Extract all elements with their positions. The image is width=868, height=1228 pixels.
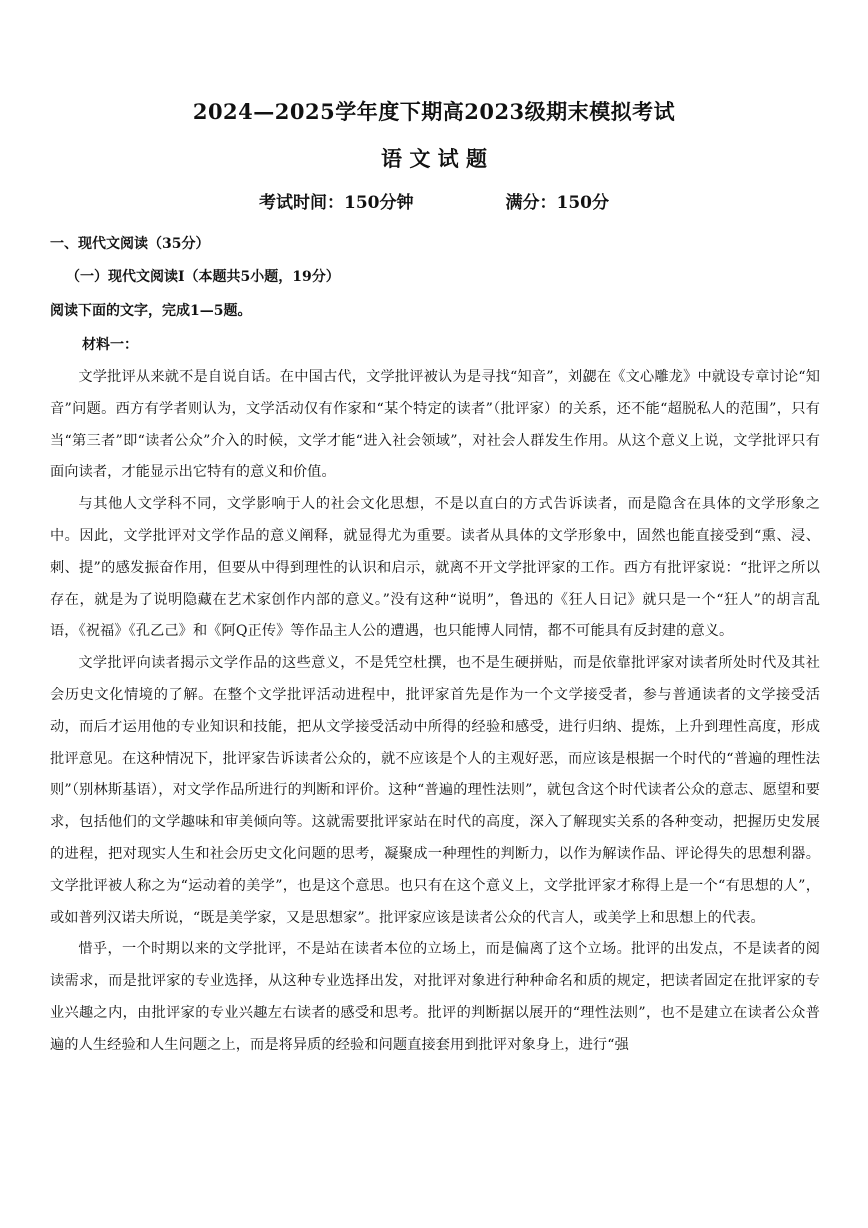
paragraph: 文学批评从来就不是自说自话。在中国古代，文学批评被认为是寻找“知音”，刘勰在《文心雕龙》中就设专章讨论“知音”问题。西方有学者则认为，文学活动仅有作家和“某个特定的读者”（批评家）的关系，还不能“超脱私人的范围”，只有当“第三者”即“读者公众”介入的时候，文学才能“进入社会领域”，对社会人群发生作用。从这个意义上说，文学批评只有面向读者，才能显示出它特有的意义和价值。 [50, 369, 820, 481]
reading-instruction: 阅读下面的文字，完成1—5题。 [50, 303, 252, 319]
material-label: 材料一： [82, 337, 138, 353]
exam-time: 考试时间：150分钟 [259, 193, 414, 213]
subsection-heading: （一）现代文阅读Ⅰ（本题共5小题，19分） [66, 269, 340, 285]
exam-title: 2024—2025学年度下期高2023级期末模拟考试 [192, 99, 676, 124]
material-body [50, 362, 820, 1062]
subject-title: 语 文 试 题 [381, 146, 487, 171]
paragraph: 惜乎，一个时期以来的文学批评，不是站在读者本位的立场上，而是偏离了这个立场。批评的出发点，不是读者的阅读需求，而是批评家的专业选择，从这种专业选择出发，对批评对象进行种种命名和质的规定，把读者固定在批评家的专业兴趣之内，由批评家的专业兴趣左右读者的感受和思考。批评的判断据以展开的“理性法则”，也不是建立在读者公众普遍的人生经验和人生问题之上，而是将异质的经验和问题直接套用到批评对象身上，进行“强 [50, 941, 820, 1053]
section-heading: 一、现代文阅读（35分） [50, 236, 210, 252]
paragraph: 与其他人文学科不同，文学影响于人的社会文化思想，不是以直白的方式告诉读者，而是隐含在具体的文学形象之中。因此，文学批评对文学作品的意义阐释，就显得尤为重要。读者从具体的文学形象中，固然也能直接受到“熏、浸、刺、提”的感发振奋作用，但要从中得到理性的认识和启示，就离不开文学批评家的工作。西方有批评家说：“批评之所以存在，就是为了说明隐藏在艺术家创作内部的意义。”没有这种“说明”，鲁迅的《狂人日记》就只是一个“狂人”的胡言乱语，《祝福》《孔乙己》和《阿Q正传》等作品主人公的遭遇，也只能博人同情，都不可能具有反封建的意义。 [50, 496, 820, 640]
paragraph: 文学批评向读者揭示文学作品的这些意义，不是凭空杜撰，也不是生硬拼贴，而是依靠批评家对读者所处时代及其社会历史文化情境的了解。在整个文学批评活动进程中，批评家首先是作为一个文学接受者，参与普通读者的文学接受活动，而后才运用他的专业知识和技能，把从文学接受活动中所得的经验和感受，进行归纳、提炼，上升到理性高度，形成批评意见。在这种情况下，批评家告诉读者公众的，就不应该是个人的主观好恶，而应该是根据一个时代的“普遍的理性法则”（别林斯基语），对文学作品所进行的判断和评价。这种“普遍的理性法则”，就包含这个时代读者公众的意志、愿望和要求，包括他们的文学趣味和审美倾向等。这就需要批评家站在时代的高度，深入了解现实关系的各种变动，把握历史发展的进程，把对现实人生和社会历史文化问题的思考，凝聚成一种理性的判断力，以作为解读作品、评论得失的思想利器。文学批评被人称之为“运动着的美学”，也是这个意思。也只有在这个意义上，文学批评家才称得上是一个“有思想的人”，或如普列汉诺夫所说，“既是美学家，又是思想家”。批评家应该是读者公众的代言人，或美学上和思想上的代表。 [50, 655, 820, 926]
exam-info [0, 188, 868, 213]
full-score: 满分：150分 [505, 193, 609, 213]
